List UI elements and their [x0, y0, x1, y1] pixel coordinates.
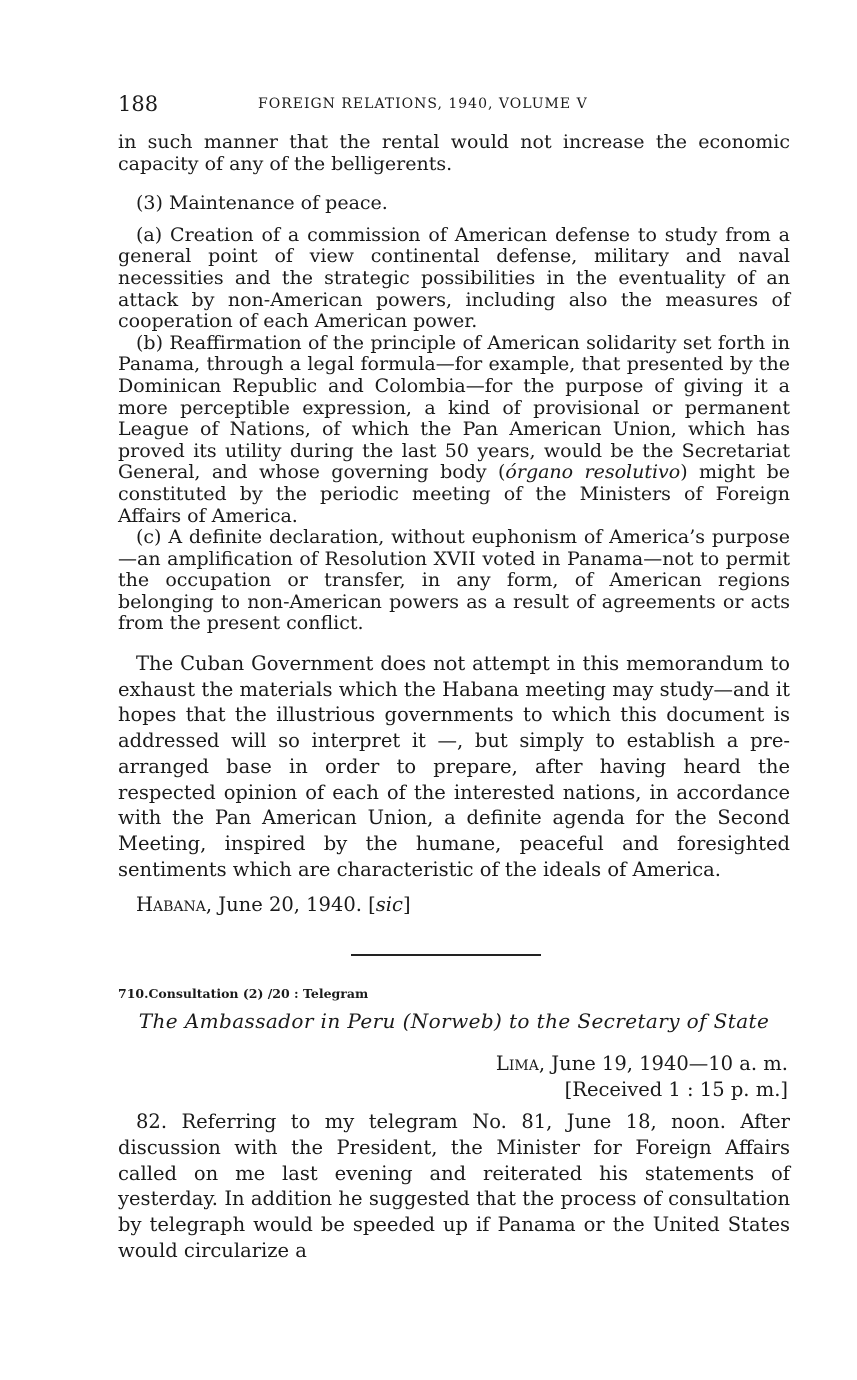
dateline-place-date — [118, 1051, 788, 1077]
telegram-body: 82. Referring to my telegram No. 81, June 18, noon. After discussion with the President, the Minister for Foreign Affairs called on me last evening and reiterated his statements of yesterday. In addition he suggested that the process of consultation by telegraph would be speeded up if Panama or the United States would circularize a — [118, 1110, 790, 1262]
signature-sic: sic — [375, 893, 403, 917]
page-number: 188 — [118, 92, 159, 116]
signature-date: , June 20, 1940. [ — [205, 893, 376, 917]
signature-line — [136, 892, 790, 918]
item-b-label: (b) — [136, 331, 163, 354]
dateline-place: Lima — [495, 1052, 539, 1076]
item-a-label: (a) — [136, 223, 163, 246]
item-c-text: A definite declaration, without euphonism of America’s purpose—an amplification of Resolution XVII voted in Panama—not to permit the occupation or transfer, in any form, of American regions belonging to non-American powers as a result of agreements or acts from the present conflict. — [118, 526, 790, 635]
page — [118, 92, 790, 1263]
item-b-text-before: Reaffirmation of the principle of American solidarity set forth in Panama, through a legal formula—for example, that presented by the Dominican Republic and Colombia—for the purpose of giving it a more perceptible expression, a kind of provisional or permanent League of Nations, of which the Pan American Union, which has proved its utility during the last 50 years, would be the Secretariat General, and whose governing body ( — [118, 331, 790, 484]
running-head: FOREIGN RELATIONS, 1940, VOLUME V — [258, 96, 588, 112]
item-a-paragraph — [118, 225, 790, 333]
dateline-date: , June 19, 1940—10 a. m. — [538, 1052, 788, 1076]
closing-paragraph: The Cuban Government does not attempt in this memorandum to exhaust the materials which the Habana meeting may study—and it hopes that the illustrious governments to which this document is addressed will so interpret it —, but simply to establish a pre-arranged base in order to prepare, after having heard the respected opinion of each of the interested nations, in accordance with the Pan American Union, a definite agenda for the Second Meeting, inspired by the humane, peaceful and foresighted sentiments which are characteristic of the ideals of America. — [118, 652, 790, 881]
signature-close: ] — [402, 893, 411, 917]
signature-place: Habana — [136, 893, 206, 917]
item-a-text: Creation of a commission of American defense to study from a general point of view continental defense, military and naval necessities and the strategic possibilities in the eventuality of an attack by non-American powers, including also the measures of cooperation of each American power. — [118, 223, 790, 333]
document-title: The Ambassador in Peru (Norweb) to the Secretary of State — [138, 1009, 770, 1034]
item-b-text-after: ) might be constituted by the periodic meeting of the Ministers of Foreign Affairs of America. — [118, 461, 790, 527]
dateline — [118, 1051, 788, 1103]
item-3-heading: (3) Maintenance of peace. — [136, 192, 388, 215]
section-divider — [351, 954, 541, 956]
file-reference: 710.Consultation (2) /20 : Telegram — [118, 986, 369, 1002]
page-header — [118, 92, 790, 122]
item-c-label: (c) — [136, 526, 162, 549]
item-b-paragraph — [118, 333, 790, 527]
continuation-paragraph: in such manner that the rental would not increase the economic capacity of any of the belligerents. — [118, 131, 790, 175]
item-b-italic-term: órgano resolutivo — [505, 461, 681, 484]
item-c-paragraph — [118, 527, 790, 635]
dateline-received: [Received 1 : 15 p. m.] — [564, 1078, 788, 1102]
